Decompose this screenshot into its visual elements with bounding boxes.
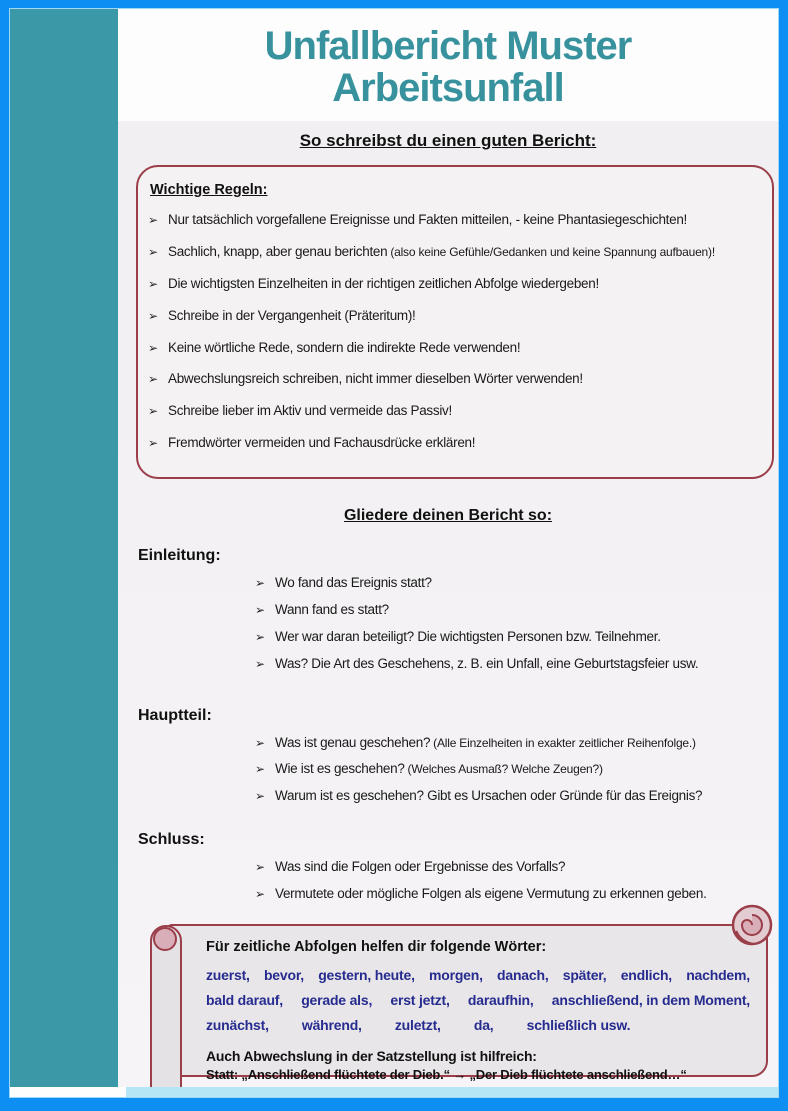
arrow-bullet-icon: ➢ (148, 404, 158, 419)
arrow-bullet-icon: ➢ (255, 860, 265, 875)
arrow-bullet-icon: ➢ (255, 602, 265, 617)
rule-item (148, 403, 764, 420)
title-area (118, 9, 778, 121)
tip-heading: Auch Abwechslung in der Satzstellung ist hilfreich: (206, 1047, 537, 1064)
time-word: gestern, heute, (318, 966, 415, 983)
arrow-bullet-icon: ➢ (148, 308, 158, 323)
intro-heading: So schreibst du einen guten Bericht: (299, 131, 597, 150)
word-line-2 (206, 992, 750, 1008)
rule-item-text: Schreibe in der Vergangenheit (Präteritum)! (168, 307, 416, 323)
outline-item-text: Wo fand das Ereignis statt? (275, 575, 432, 590)
outline-item-note: (Welches Ausmaß? Welche Zeugen?) (407, 762, 603, 777)
tip-example: Statt: „Anschließend flüchtete der Dieb.“ → „Der Dieb flüchtete anschließend…“ (206, 1066, 687, 1082)
time-word: morgen, (428, 966, 483, 983)
time-word: erst jetzt, (390, 991, 450, 1008)
outline-item-text: Warum ist es geschehen? Gibt es Ursachen oder Gründe für das Ereignis? (275, 788, 703, 804)
rule-item-text: Nur tatsächlich vorgefallene Ereignisse und Fakten mitteilen, - keine Phantasiegeschichten! (168, 212, 688, 227)
time-word: anschließend, in dem Moment, (551, 991, 750, 1008)
outline-item (255, 602, 778, 619)
time-word: gerade als, (301, 991, 373, 1008)
rules-box (136, 165, 774, 479)
rule-item (148, 371, 764, 388)
arrow-bullet-icon: ➢ (148, 340, 158, 355)
word-line-3 (206, 1017, 630, 1033)
arrow-bullet-icon: ➢ (255, 656, 265, 671)
outline-item (255, 735, 778, 752)
bottom-cyan-strip (126, 1087, 778, 1097)
time-word: zuletzt, (394, 1016, 441, 1033)
section-label-hauptteil: Hauptteil: (138, 706, 212, 724)
einleitung-list (255, 575, 778, 673)
body-area (118, 121, 778, 1087)
time-word: nachdem, (686, 966, 750, 983)
outline-item-text: Wie ist es geschehen? (Welches Ausmaß? Welche Zeugen?) (275, 761, 603, 777)
outline-item (255, 629, 778, 646)
page-title (118, 25, 778, 109)
rule-item-text: Schreibe lieber im Aktiv und vermeide das Passiv! (168, 403, 452, 419)
time-word: danach, (497, 966, 549, 983)
outline-item (255, 788, 778, 805)
arrow-bullet-icon: ➢ (148, 276, 158, 291)
outline-item-text: Was? Die Art des Geschehens, z. B. ein Unfall, eine Geburtstagsfeier usw. (275, 655, 699, 671)
arrow-bullet-icon: ➢ (255, 735, 265, 750)
outline-item-text: Wann fand es statt? (275, 601, 389, 617)
rule-item-text: Fremdwörter vermeiden und Fachausdrücke erklären! (168, 435, 476, 451)
outline-item-text: Wer war daran beteiligt? Die wichtigsten Personen bzw. Teilnehmer. (275, 628, 661, 644)
content-panel (118, 9, 778, 1087)
arrow-bullet-icon: ➢ (255, 762, 265, 777)
arrow-bullet-icon: ➢ (148, 213, 158, 227)
rule-item-text: Abwechslungsreich schreiben, nicht immer dieselben Wörter verwenden! (168, 371, 583, 387)
teal-sidebar (10, 9, 118, 1087)
time-word: da, (473, 1016, 494, 1033)
outline-item (255, 575, 778, 592)
word-line-1 (206, 967, 750, 983)
scroll-body (166, 924, 768, 1082)
outline-item-text: Vermutete oder mögliche Folgen als eigene Vermutung zu erkennen geben. (275, 886, 707, 901)
word-lines (206, 967, 750, 1033)
hauptteil-list (255, 735, 778, 806)
arrow-bullet-icon: ➢ (255, 576, 265, 590)
outline-item (255, 886, 778, 903)
rule-item-note: (also keine Gefühle/Gedanken und keine Spannung aufbauen)! (390, 244, 715, 259)
rule-item (148, 308, 764, 325)
rules-list (148, 212, 764, 452)
arrow-bullet-icon: ➢ (255, 789, 265, 804)
outline-item (255, 761, 778, 778)
outline-heading: Gliedere deinen Bericht so: (343, 507, 553, 524)
time-word: daraufhin, (467, 991, 534, 1008)
time-word: bevor, (263, 966, 304, 983)
rule-item-text: Die wichtigsten Einzelheiten in der richtigen zeitlichen Abfolge wiedergeben! (168, 275, 599, 291)
outline-item-note: (Alle Einzelheiten in exakter zeitlicher Reihenfolge.) (433, 735, 696, 750)
arrow-bullet-icon: ➢ (148, 244, 158, 259)
rule-item (148, 212, 764, 229)
rule-item (148, 244, 764, 261)
time-word: zuerst, (206, 966, 250, 983)
outline-item-text: Was sind die Folgen oder Ergebnisse des Vorfalls? (275, 859, 566, 875)
page-title-line1: Unfallbericht Muster (264, 24, 632, 68)
scroll-curl-icon (730, 903, 774, 947)
scroll-graphic (150, 915, 770, 1087)
rule-item (148, 435, 764, 452)
outline-item-text: Was ist genau geschehen? (Alle Einzelheiten in exakter zeitlicher Reihenfolge.) (275, 734, 696, 750)
time-word: endlich, (620, 966, 672, 983)
time-word: zunächst, (206, 1016, 269, 1033)
page-title-line2: Arbeitsunfall (332, 66, 564, 110)
time-word: während, (301, 1016, 362, 1033)
scroll-knob-icon (153, 927, 177, 951)
arrow-bullet-icon: ➢ (255, 887, 265, 901)
rule-item (148, 276, 764, 293)
time-word: bald darauf, (206, 991, 283, 1008)
rule-item-text: Sachlich, knapp, aber genau berichten (also keine Gefühle/Gedanken und keine Spannung aufbauen)! (168, 243, 715, 259)
rules-heading: Wichtige Regeln: (150, 182, 268, 198)
time-word: schließlich usw. (526, 1016, 631, 1033)
document-page (9, 8, 779, 1098)
rule-item (148, 340, 764, 357)
scroll-text (168, 926, 766, 1082)
section-label-schluss: Schluss: (138, 831, 205, 849)
time-word: später, (562, 966, 607, 983)
words-heading: Für zeitliche Abfolgen helfen dir folgende Wörter: (206, 938, 547, 955)
schluss-list (255, 859, 778, 903)
outline-item (255, 656, 778, 673)
section-label-einleitung: Einleitung: (138, 547, 221, 564)
arrow-bullet-icon: ➢ (255, 629, 265, 644)
arrow-bullet-icon: ➢ (148, 436, 158, 451)
outline-item (255, 859, 778, 876)
rule-item-text: Keine wörtliche Rede, sondern die indirekte Rede verwenden! (168, 339, 521, 355)
arrow-bullet-icon: ➢ (148, 372, 158, 387)
